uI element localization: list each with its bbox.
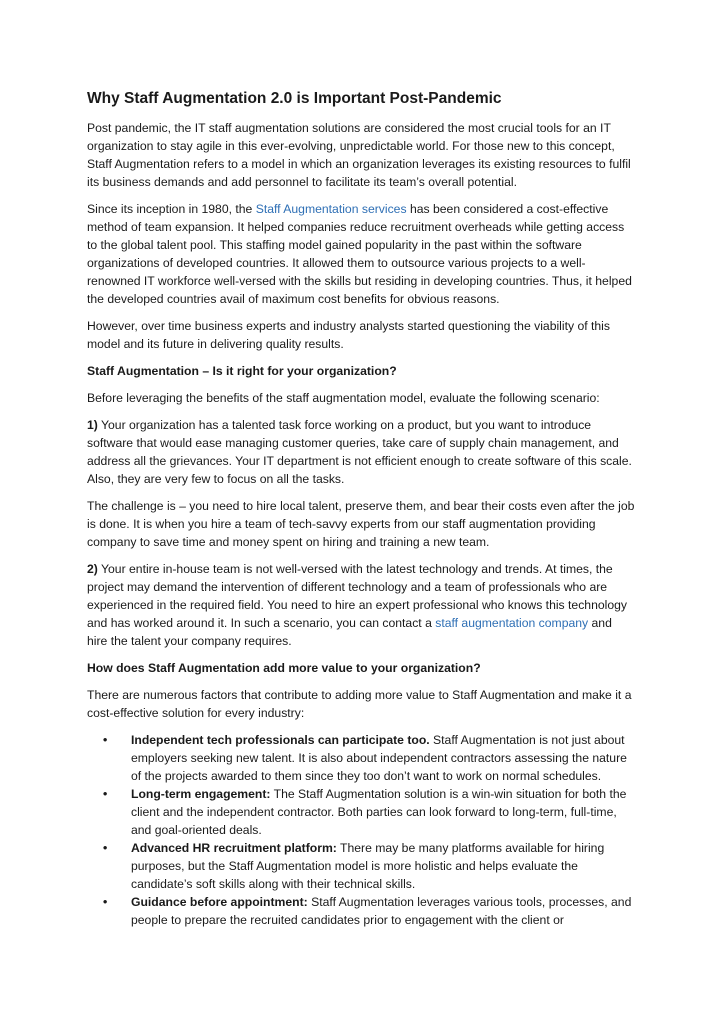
- benefits-list: [87, 731, 635, 929]
- scenario-point-2: [87, 560, 635, 650]
- staff-augmentation-company-link[interactable]: staff augmentation company: [435, 616, 589, 630]
- paragraph-viability: However, over time business experts and industry analysts started questioning the viability of this model and its future in delivering quality results.: [87, 319, 610, 351]
- scenario-point-1: [87, 416, 635, 488]
- paragraph-intro: Post pandemic, the IT staff augmentation solutions are considered the most crucial tools for an IT organization to stay agile in this ever-evolving, unpredictable world. For those new to this concept, Staff Augmentation refers to a model in which an organization leverages its existing resources to fulfil its business demands and add personnel to facilitate its team’s overall potential.: [87, 121, 631, 189]
- section-heading-add-value: How does Staff Augmentation add more value to your organization?: [87, 661, 481, 675]
- list-item-lead: Independent tech professionals can participate too.: [131, 733, 430, 747]
- list-item: [87, 839, 635, 893]
- point-text: Your entire in-house team is not well-versed with the latest technology and trends. At times, the project may demand the intervention of different technology and a team of professionals who are experienced in the required field. You need to hire an expert professional who knows this technology and has worked around it. In such a scenario, you can contact a: [87, 562, 627, 630]
- bullet-icon: •: [103, 733, 108, 747]
- list-item-lead: Guidance before appointment:: [131, 895, 308, 909]
- paragraph-text: Since its inception in 1980, the: [87, 202, 256, 216]
- list-item: [87, 893, 635, 929]
- paragraph-factors-intro: There are numerous factors that contribute to adding more value to Staff Augmentation and make it a cost-effective solution for every industry:: [87, 688, 632, 720]
- list-item-text: The Staff Augmentation solution is a win-win situation for both the client and the independent contractor. Both parties can look forward to long-term, full-time, and goal-oriented deals.: [131, 787, 627, 837]
- list-item-text: Staff Augmentation is not just about employers seeking new talent. It is also about independent contractors assessing the nature of the projects awarded to them since they too don’t want to work on normal schedules.: [131, 733, 627, 783]
- list-item-text: There may be many platforms available for hiring purposes, but the Staff Augmentation model is more holistic and helps evaluate the candidate’s soft skills along with their technical skills.: [131, 841, 605, 891]
- paragraph-text: has been considered a cost-effective method of team expansion. It helped companies reduce recruitment overheads while getting access to the global talent pool. This staffing model gained popularity in the past within the software organizations of developed countries. It allowed them to outsource various projects to a well-renowned IT workforce well-versed with the skills but residing in developing countries. Thus, it helped the developed countries avail of maximum cost benefits for obvious reasons.: [87, 202, 632, 306]
- bullet-icon: •: [103, 841, 108, 855]
- paragraph-challenge: The challenge is – you need to hire local talent, preserve them, and bear their costs even after the job is done. It is when you hire a team of tech-savvy experts from our staff augmentation providing company to save time and money spent on hiring and training a new team.: [87, 499, 635, 549]
- list-item-text: Staff Augmentation leverages various tools, processes, and people to prepare the recruited candidates prior to engagement with the client or: [131, 895, 632, 927]
- list-item: [87, 785, 635, 839]
- bullet-icon: •: [103, 787, 108, 801]
- point-number: 1): [87, 418, 98, 432]
- page-title: Why Staff Augmentation 2.0 is Important Post-Pandemic: [87, 90, 502, 107]
- list-item: [87, 731, 635, 785]
- point-text: and hire the talent your company requires.: [87, 616, 612, 648]
- list-item-lead: Advanced HR recruitment platform:: [131, 841, 337, 855]
- paragraph-history: [87, 200, 635, 308]
- staff-augmentation-services-link[interactable]: Staff Augmentation services: [255, 202, 407, 216]
- list-item-lead: Long-term engagement:: [131, 787, 271, 801]
- point-text: Your organization has a talented task force working on a product, but you want to introduce software that would ease managing customer queries, take care of supply chain management, and address all the grievances. Your IT department is not efficient enough to create software of this scale. Also, they are very few to focus on all the tasks.: [87, 418, 632, 486]
- bullet-icon: •: [103, 895, 108, 909]
- point-number: 2): [87, 562, 98, 576]
- section-heading-right-for-you: Staff Augmentation – Is it right for your organization?: [87, 364, 397, 378]
- paragraph-scenario-intro: Before leveraging the benefits of the staff augmentation model, evaluate the following scenario:: [87, 391, 600, 405]
